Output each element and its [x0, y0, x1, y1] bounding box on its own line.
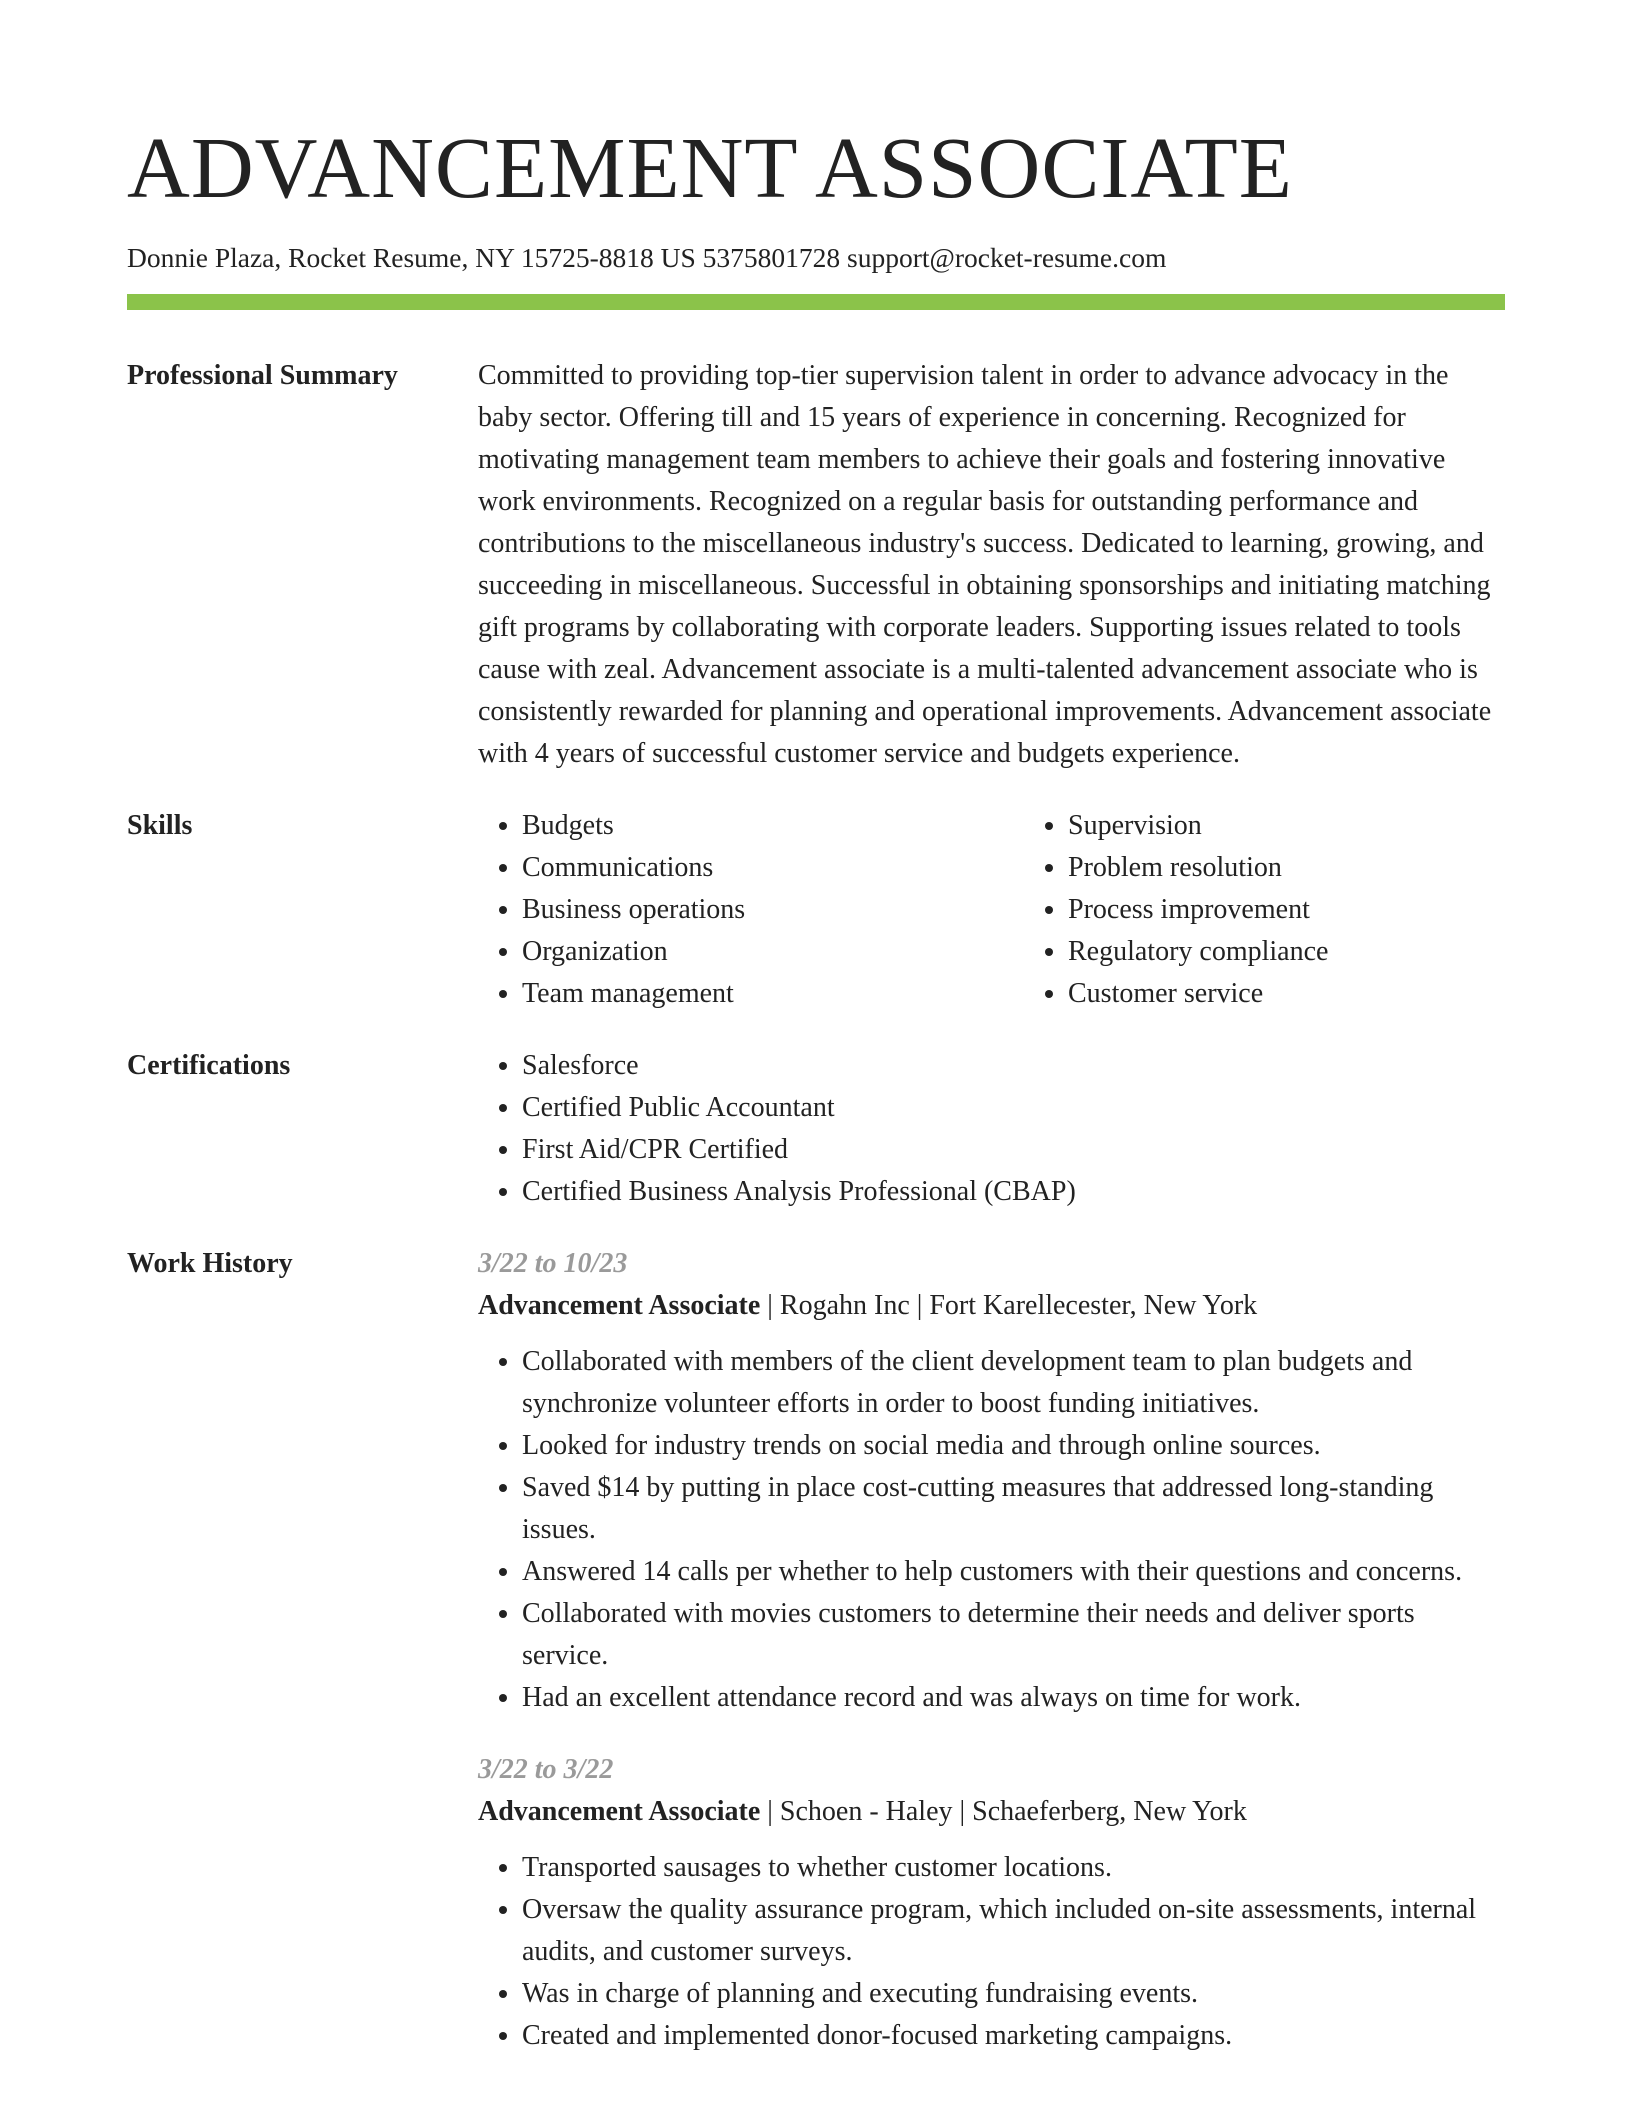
- job-duty-item: • Created and implemented donor-focused marketing campaigns.: [522, 2015, 1505, 2057]
- accent-divider: [127, 294, 1505, 310]
- work-history-list: [478, 1243, 1505, 2057]
- skills-section: [127, 805, 1505, 1015]
- skills-column-right: [1024, 805, 1570, 1015]
- skill-item: • Communications: [522, 847, 1024, 889]
- job-title: Advancement Associate: [478, 1796, 761, 1827]
- skill-item: • Team management: [522, 973, 1024, 1015]
- skill-item: • Organization: [522, 931, 1024, 973]
- job-duty-item: • Was in charge of planning and executing fundraising events.: [522, 1973, 1505, 2015]
- professional-summary-section: [127, 355, 1505, 775]
- work-history-section: [127, 1243, 1505, 2057]
- skill-item: • Problem resolution: [1068, 847, 1570, 889]
- job-duty-item: • Saved $14 by putting in place cost-cutting measures that addressed long-standing issues.: [522, 1467, 1505, 1551]
- contact-line: Donnie Plaza, Rocket Resume, NY 15725-8818 US 5375801728 support@rocket-resume.com: [127, 242, 1167, 273]
- job-employer-location: | Schoen - Haley | Schaeferberg, New York: [760, 1796, 1247, 1827]
- job-entry: [478, 1749, 1505, 2057]
- skills-column-left: [478, 805, 1024, 1015]
- skill-item: • Budgets: [522, 805, 1024, 847]
- job-entry: [478, 1243, 1505, 1719]
- job-duty-item: • Answered 14 calls per whether to help customers with their questions and concerns.: [522, 1551, 1505, 1593]
- skill-item: • Customer service: [1068, 973, 1570, 1015]
- job-dates: 3/22 to 10/23: [478, 1248, 628, 1279]
- job-duty-item: • Collaborated with movies customers to determine their needs and deliver sports service.: [522, 1593, 1505, 1677]
- job-dates: 3/22 to 3/22: [478, 1754, 614, 1785]
- skills-list: [478, 805, 1570, 1015]
- job-duty-item: • Looked for industry trends on social media and through online sources.: [522, 1425, 1505, 1467]
- certification-item: • Certified Business Analysis Professional (CBAP): [522, 1171, 1505, 1213]
- certifications-section: [127, 1045, 1505, 1213]
- job-heading: [478, 1791, 1505, 1833]
- job-duty-item: • Oversaw the quality assurance program, which included on-site assessments, internal audits, and customer surveys.: [522, 1889, 1505, 1973]
- summary-text: Committed to providing top-tier supervision talent in order to advance advocacy in the baby sector. Offering till and 15 years of experience in concerning. Recognized for motivating management team members to achieve their goals and fostering innovative work environments. Recognized on a regular basis for outstanding performance and contributions to the miscellaneous industry's success. Dedicated to learning, growing, and succeeding in miscellaneous. Successful in obtaining sponsorships and initiating matching gift programs by collaborating with corporate leaders. Supporting issues related to tools cause with zeal. Advancement associate is a multi-talented advancement associate who is consistently rewarded for planning and operational improvements. Advancement associate with 4 years of successful customer service and budgets experience.: [478, 360, 1492, 769]
- job-duty-item: • Transported sausages to whether customer locations.: [522, 1847, 1505, 1889]
- section-heading: Certifications: [127, 1050, 291, 1081]
- skill-item: • Process improvement: [1068, 889, 1570, 931]
- certification-item: • Salesforce: [522, 1045, 1505, 1087]
- section-heading: Work History: [127, 1248, 293, 1279]
- certifications-list: [478, 1045, 1505, 1213]
- job-duties: [478, 1341, 1505, 1719]
- job-duties: [478, 1847, 1505, 2057]
- skill-item: • Supervision: [1068, 805, 1570, 847]
- job-employer-location: | Rogahn Inc | Fort Karellecester, New York: [760, 1290, 1258, 1321]
- section-heading: Professional Summary: [127, 360, 398, 391]
- skill-item: • Business operations: [522, 889, 1024, 931]
- certification-item: • Certified Public Accountant: [522, 1087, 1505, 1129]
- section-heading: Skills: [127, 810, 193, 841]
- skill-item: • Regulatory compliance: [1068, 931, 1570, 973]
- job-duty-item: • Collaborated with members of the client development team to plan budgets and synchronize volunteer efforts in order to boost funding initiatives.: [522, 1341, 1505, 1425]
- job-heading: [478, 1285, 1505, 1327]
- resume-title: ADVANCEMENT ASSOCIATE: [127, 119, 1293, 216]
- resume-header: [127, 118, 1505, 310]
- job-duty-item: • Had an excellent attendance record and was always on time for work.: [522, 1677, 1505, 1719]
- job-title: Advancement Associate: [478, 1290, 761, 1321]
- certification-item: • First Aid/CPR Certified: [522, 1129, 1505, 1171]
